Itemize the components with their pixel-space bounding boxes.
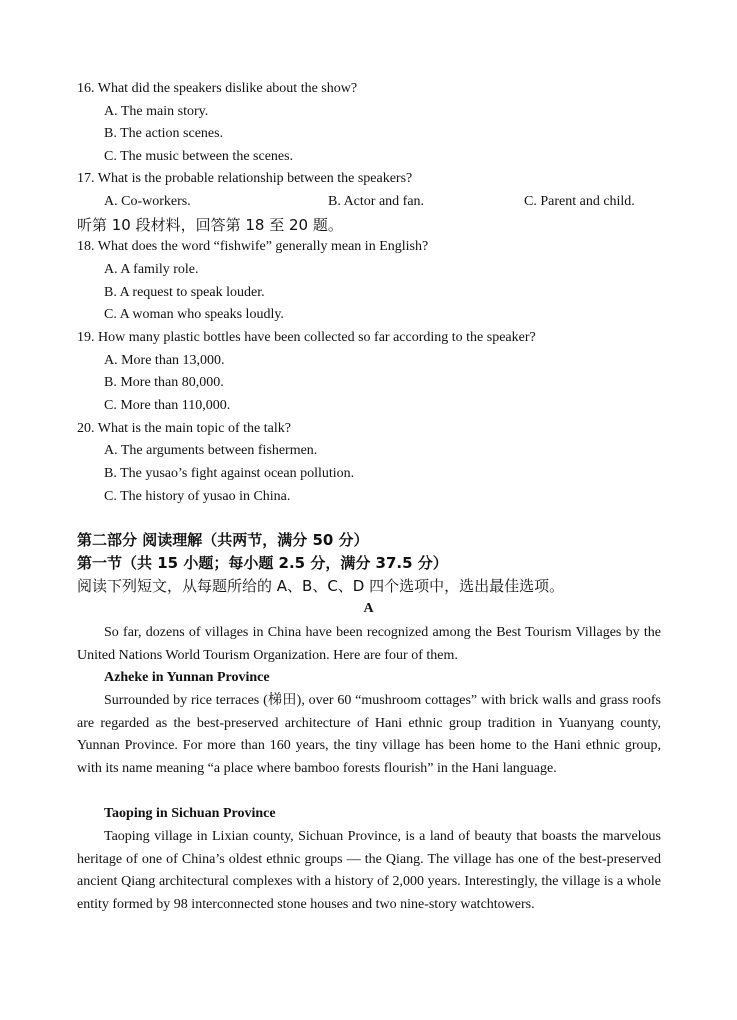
- heading-taoping: Taoping in Sichuan Province: [104, 806, 276, 821]
- q18-option-b: B. A request to speak louder.: [104, 285, 265, 300]
- paragraph-taoping: [77, 826, 661, 916]
- instruction-18-20: 听第 10 段材料，回答第 18 至 20 题。: [77, 216, 343, 234]
- q20-option-b: B. The yusao’s fight against ocean pollution.: [104, 466, 355, 481]
- q20-option-a: A. The arguments between fishermen.: [104, 443, 318, 458]
- q17-option-c: C. Parent and child.: [524, 194, 635, 209]
- reading-instruction: 阅读下列短文，从每题所给的 A、B、C、D 四个选项中，选出最佳选项。: [77, 577, 565, 595]
- paragraph-azheke-text: Surrounded by rice terraces (梯田), over 60 “mushroom cottages” with brick walls and grass roofs are regarded as the best-preserved architecture of Hani ethnic group tradition in Yuanyang county, Yunnan Province. For more than 160 years, the tiny village has been home to the Hani ethnic group, with its name meaning “a place where bamboo forests flourish” in the Hani language.: [77, 693, 661, 776]
- q17-option-b: B. Actor and fan.: [328, 194, 425, 209]
- q17-option-a: A. Co-workers.: [104, 194, 191, 209]
- q17-options: [104, 193, 664, 211]
- q19-option-c: C. More than 110,000.: [104, 398, 231, 413]
- passage-intro: [77, 622, 661, 667]
- q19-option-b: B. More than 80,000.: [104, 375, 224, 390]
- part-two-title: 第二部分 阅读理解（共两节，满分 50 分）: [77, 531, 369, 549]
- question-20: 20. What is the main topic of the talk?: [77, 421, 291, 436]
- q18-option-a: A. A family role.: [104, 262, 199, 277]
- passage-intro-text: So far, dozens of villages in China have been recognized among the Best Tourism Villages by the United Nations World Tourism Organization. Here are four of them.: [77, 625, 661, 663]
- q16-option-c: C. The music between the scenes.: [104, 149, 294, 164]
- passage-label: A: [363, 601, 374, 616]
- question-19: 19. How many plastic bottles have been collected so far according to the speaker?: [77, 330, 536, 345]
- q16-option-a: A. The main story.: [104, 104, 209, 119]
- q18-option-c: C. A woman who speaks loudly.: [104, 307, 284, 322]
- question-18: 18. What does the word “fishwife” generally mean in English?: [77, 239, 429, 254]
- paragraph-azheke: [77, 690, 661, 780]
- heading-azheke: Azheke in Yunnan Province: [104, 670, 270, 685]
- section-one-title: 第一节（共 15 小题；每小题 2.5 分，满分 37.5 分）: [77, 554, 448, 572]
- q16-option-b: B. The action scenes.: [104, 126, 224, 141]
- question-17: 17. What is the probable relationship between the speakers?: [77, 171, 413, 186]
- paragraph-taoping-text: Taoping village in Lixian county, Sichuan Province, is a land of beauty that boasts the marvelous heritage of one of China’s oldest ethnic groups — the Qiang. The village has one of the best-preserved ancient Qiang architectural complexes with a history of 2,000 years. Interestingly, the village is a whole entity formed by 98 interconnected stone houses and two nine-story watchtowers.: [77, 829, 661, 912]
- question-16: 16. What did the speakers dislike about the show?: [77, 81, 358, 96]
- q19-option-a: A. More than 13,000.: [104, 353, 225, 368]
- q20-option-c: C. The history of yusao in China.: [104, 489, 291, 504]
